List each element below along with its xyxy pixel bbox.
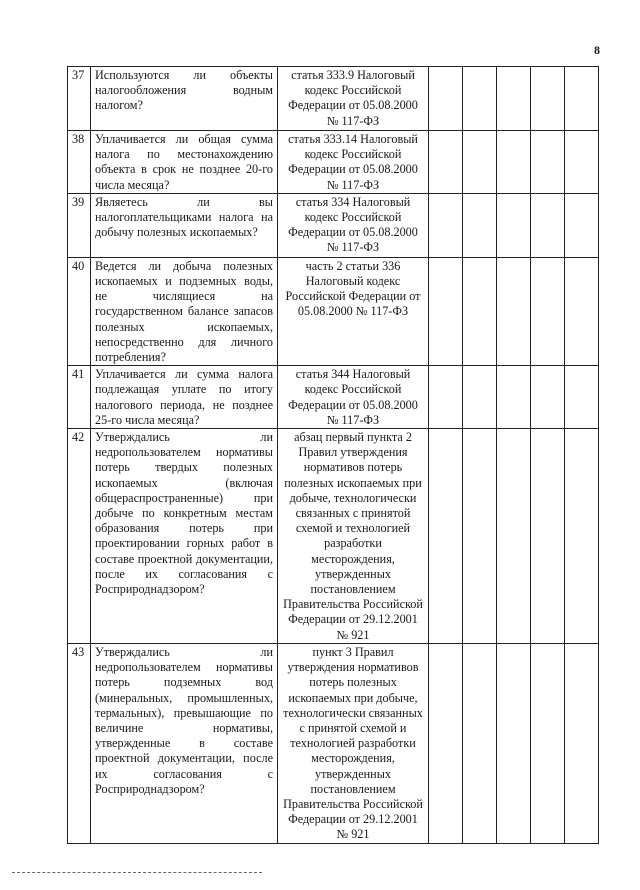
row-answer-cell bbox=[497, 429, 531, 644]
row-answer-cell bbox=[565, 67, 599, 131]
row-answer-cell bbox=[497, 643, 531, 843]
row-answer-cell bbox=[565, 257, 599, 365]
row-answer-cell bbox=[463, 67, 497, 131]
row-legal-reference: статья 333.14 Налоговый кодекс Российской Федерации от 05.08.2000 № 117-ФЗ bbox=[278, 131, 429, 194]
row-answer-cell bbox=[463, 643, 497, 843]
table-row bbox=[68, 429, 599, 644]
table-row bbox=[68, 643, 599, 843]
row-legal-reference: абзац первый пункта 2 Правил утверждения нормативов потерь полезных ископаемых при добыче, технологически связанных с принятой схемой и технологией разработки месторождения, утвержденных постановлением Правительства Российской Федерации от 29.12.2001 № 921 bbox=[278, 429, 429, 644]
row-legal-reference: статья 344 Налоговый кодекс Российской Федерации от 05.08.2000 № 117-ФЗ bbox=[278, 366, 429, 429]
row-answer-cell bbox=[565, 429, 599, 644]
row-answer-cell bbox=[429, 131, 463, 194]
row-answer-cell bbox=[497, 257, 531, 365]
row-legal-reference: статья 333.9 Налоговый кодекс Российской Федерации от 05.08.2000 № 117-ФЗ bbox=[278, 67, 429, 131]
row-number: 40 bbox=[68, 257, 91, 365]
row-answer-cell bbox=[531, 257, 565, 365]
row-number: 41 bbox=[68, 366, 91, 429]
row-answer-cell bbox=[531, 67, 565, 131]
row-answer-cell bbox=[429, 193, 463, 257]
row-answer-cell bbox=[463, 366, 497, 429]
row-answer-cell bbox=[531, 366, 565, 429]
row-number: 42 bbox=[68, 429, 91, 644]
row-legal-reference: пункт 3 Правил утверждения нормативов потерь полезных ископаемых при добыче, технологически связанных с принятой схемой и технологией разработки месторождения, утвержденных постановлением Правительства Российской Федерации от 29.12.2001 № 921 bbox=[278, 643, 429, 843]
table-row bbox=[68, 131, 599, 194]
row-number: 38 bbox=[68, 131, 91, 194]
row-legal-reference: статья 334 Налоговый кодекс Российской Федерации от 05.08.2000 № 117-ФЗ bbox=[278, 193, 429, 257]
row-answer-cell bbox=[531, 131, 565, 194]
row-answer-cell bbox=[463, 131, 497, 194]
row-answer-cell bbox=[497, 131, 531, 194]
row-answer-cell bbox=[565, 131, 599, 194]
row-answer-cell bbox=[565, 366, 599, 429]
row-answer-cell bbox=[565, 193, 599, 257]
table-row bbox=[68, 193, 599, 257]
row-answer-cell bbox=[497, 67, 531, 131]
row-question: Утверждались ли недропользователем нормативы потерь подземных вод (минеральных, промышленных, термальных), превышающие по величине нормативы, утвержденные в составе проектной документации, после их согласования с Росприроднадзором? bbox=[91, 643, 278, 843]
row-answer-cell bbox=[429, 366, 463, 429]
row-answer-cell bbox=[497, 366, 531, 429]
row-question: Уплачивается ли общая сумма налога по местонахождению объекта в срок не позднее 20-го числа месяца? bbox=[91, 131, 278, 194]
row-question: Уплачивается ли сумма налога подлежащая уплате по итогу налогового периода, не позднее 25-го числа месяца? bbox=[91, 366, 278, 429]
page-number: 8 bbox=[594, 43, 600, 57]
row-answer-cell bbox=[565, 643, 599, 843]
row-answer-cell bbox=[531, 429, 565, 644]
row-number: 43 bbox=[68, 643, 91, 843]
row-answer-cell bbox=[497, 193, 531, 257]
row-question: Утверждались ли недропользователем нормативы потерь твердых полезных ископаемых (включая общераспространенные) при добыче по конкретным местам образования потерь при проектировании горных работ в составе проектной документации, после их согласования с Росприроднадзором? bbox=[91, 429, 278, 644]
table-row bbox=[68, 257, 599, 365]
row-answer-cell bbox=[463, 257, 497, 365]
row-question: Являетесь ли вы налогоплательщиками налога на добычу полезных ископаемых? bbox=[91, 193, 278, 257]
row-number: 37 bbox=[68, 67, 91, 131]
row-question: Ведется ли добыча полезных ископаемых и подземных воды, не числящиеся на государственном балансе запасов полезных ископаемых, непосредственно для личного потребления? bbox=[91, 257, 278, 365]
table-row bbox=[68, 67, 599, 131]
row-answer-cell bbox=[429, 429, 463, 644]
row-answer-cell bbox=[531, 193, 565, 257]
row-answer-cell bbox=[463, 193, 497, 257]
row-answer-cell bbox=[463, 429, 497, 644]
row-answer-cell bbox=[531, 643, 565, 843]
footer-divider bbox=[12, 872, 262, 873]
row-question: Используются ли объекты налогообложения водным налогом? bbox=[91, 67, 278, 131]
row-answer-cell bbox=[429, 643, 463, 843]
row-answer-cell bbox=[429, 257, 463, 365]
checklist-body bbox=[68, 67, 599, 844]
row-answer-cell bbox=[429, 67, 463, 131]
row-number: 39 bbox=[68, 193, 91, 257]
checklist-table bbox=[67, 66, 599, 844]
table-row bbox=[68, 366, 599, 429]
row-legal-reference: часть 2 статьи 336 Налоговый кодекс Российской Федерации от 05.08.2000 № 117-ФЗ bbox=[278, 257, 429, 365]
